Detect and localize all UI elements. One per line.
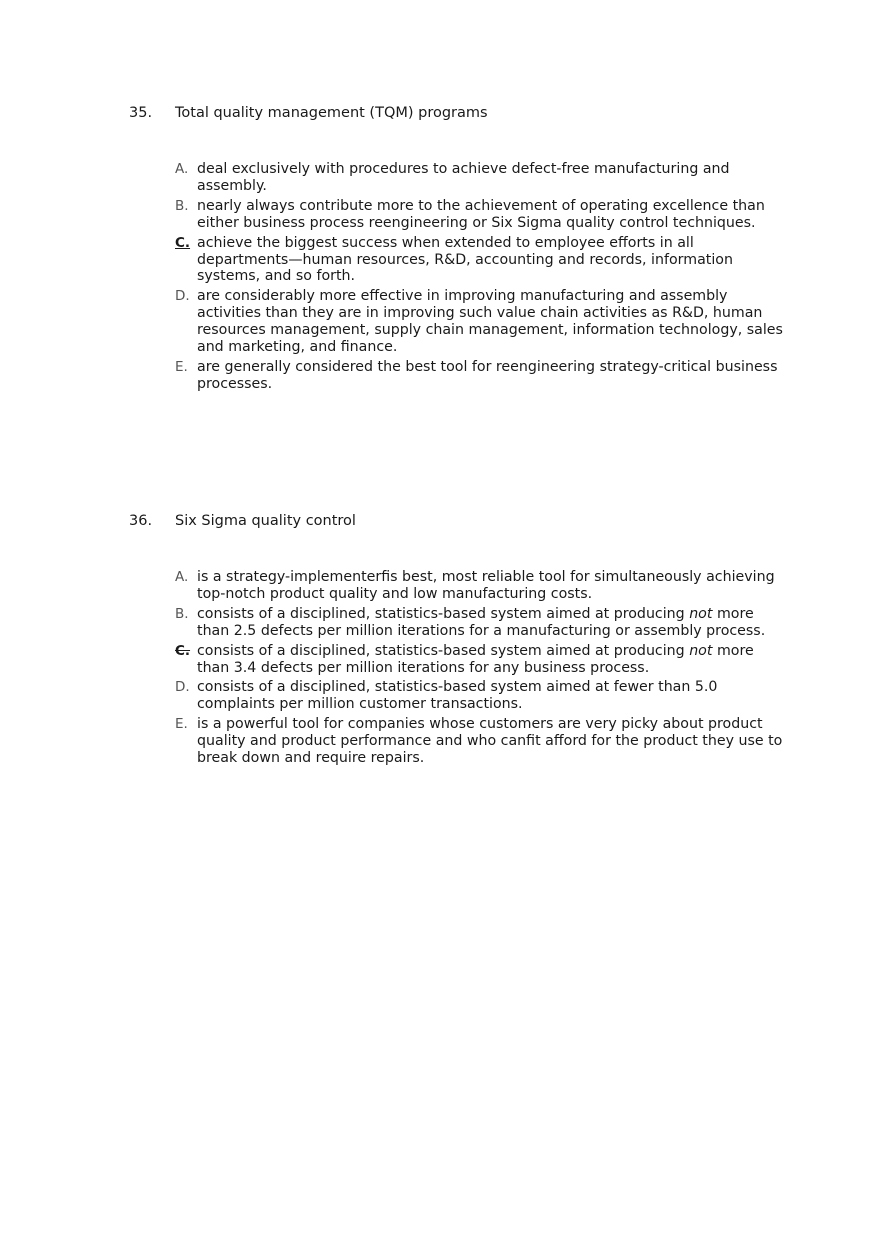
question-number: 36. bbox=[129, 513, 153, 529]
choice-letter: A. bbox=[175, 161, 189, 177]
question-number: 35. bbox=[129, 105, 153, 121]
correct-answer-letter: C. bbox=[175, 234, 191, 251]
question-text: Six Sigma quality control bbox=[175, 513, 356, 529]
choice-text: are generally considered the best tool for reengineering strategy-critical business processes. bbox=[197, 358, 778, 392]
choice-letter: D. bbox=[175, 288, 190, 305]
choice-text-post: more than 3.4 defects per million iterations for any business process. bbox=[197, 642, 754, 676]
choice-text-pre: consists of a disciplined, statistics-based system aimed at producing bbox=[197, 605, 690, 622]
choice-d bbox=[175, 679, 785, 713]
choice-letter: B. bbox=[175, 605, 189, 622]
choice-text: is a powerful tool for companies whose customers are very picky about product quality and product performance and who canﬁt afford for the product they use to break down and require repairs. bbox=[197, 716, 783, 767]
choice-letter: E. bbox=[175, 358, 188, 375]
choice-a bbox=[175, 569, 785, 603]
question-36 bbox=[0, 511, 880, 767]
answer-choices bbox=[175, 569, 785, 770]
choice-text: achieve the biggest success when extended to employee efforts in all departments—human resources, R&D, accounting and records, information systems, and so forth. bbox=[197, 234, 733, 285]
choice-text bbox=[197, 643, 785, 677]
choice-text: nearly always contribute more to the achievement of operating excellence than either business process reengineering or Six Sigma quality control techniques. bbox=[197, 197, 765, 231]
choice-a bbox=[175, 161, 785, 195]
choice-text: are considerably more effective in improving manufacturing and assembly activities than they are in improving such value chain activities as R&D, human resources management, supply chain management, information technology, sales and marketing, and finance. bbox=[197, 288, 783, 356]
choice-letter: B. bbox=[175, 197, 189, 214]
choice-letter: A. bbox=[175, 569, 189, 585]
choice-text bbox=[197, 606, 785, 640]
question-text: Total quality management (TQM) programs bbox=[175, 105, 488, 121]
correct-answer-letter: C. bbox=[175, 642, 191, 659]
choice-text: is a strategy-implementerﬁs best, most reliable tool for simultaneously achieving top-notch product quality and low manufacturing costs. bbox=[197, 569, 775, 602]
choice-text-pre: consists of a disciplined, statistics-based system aimed at producing bbox=[197, 642, 690, 659]
question-35 bbox=[0, 103, 880, 392]
choice-b bbox=[175, 606, 785, 640]
choice-text-post: more than 2.5 defects per million iterations for a manufacturing or assembly process. bbox=[197, 605, 766, 639]
question-stem bbox=[0, 103, 880, 123]
choice-text: deal exclusively with procedures to achieve defect-free manufacturing and assembly. bbox=[197, 161, 730, 194]
choice-letter: E. bbox=[175, 716, 188, 733]
choice-letter: D. bbox=[175, 679, 190, 696]
choice-b bbox=[175, 198, 785, 232]
question-stem bbox=[0, 511, 880, 531]
choice-text: consists of a disciplined, statistics-based system aimed at fewer than 5.0 complaints per million customer transactions. bbox=[197, 679, 718, 713]
emphasis-text: not bbox=[689, 642, 713, 659]
choice-e bbox=[175, 359, 785, 393]
emphasis-text: not bbox=[689, 605, 713, 622]
choice-d bbox=[175, 288, 785, 356]
choice-e bbox=[175, 716, 785, 767]
answer-choices bbox=[175, 161, 785, 396]
choice-c-correct bbox=[175, 643, 785, 677]
choice-c-correct bbox=[175, 235, 785, 286]
